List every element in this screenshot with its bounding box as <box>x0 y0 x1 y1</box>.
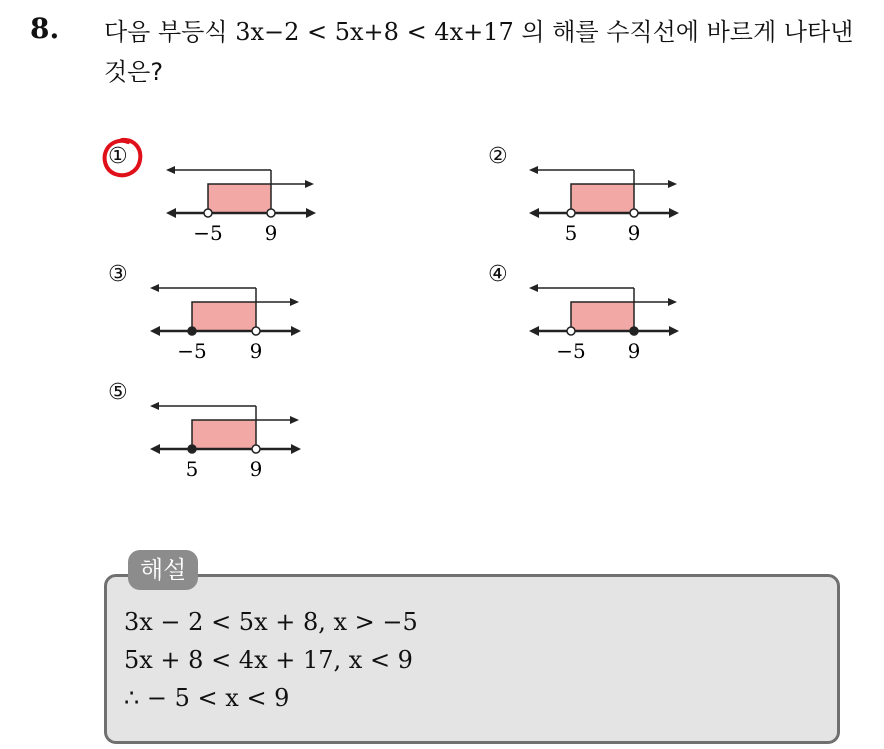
choice-1-left-endpoint <box>204 209 212 217</box>
choice-1-axis-right-arrowhead <box>306 208 316 218</box>
choice-1[interactable] <box>108 144 368 254</box>
choice-4-numberline <box>488 262 748 372</box>
choice-5-axis-left-arrowhead <box>150 444 160 454</box>
choice-5[interactable] <box>108 380 368 490</box>
choice-2-solution-fill <box>571 184 634 213</box>
choice-1-tick-right: 9 <box>264 221 278 245</box>
choice-5-axis-right-arrowhead <box>291 444 301 454</box>
choice-2-right-arrowhead <box>668 180 677 188</box>
choice-3-right-arrowhead <box>290 298 299 306</box>
choice-5-right-arrowhead <box>290 416 299 424</box>
choice-5-tick-right: 9 <box>249 457 263 481</box>
choice-2-axis-left-arrowhead <box>529 208 539 218</box>
choice-4-right-endpoint <box>630 327 638 335</box>
choice-1-label: ① <box>108 144 128 169</box>
choice-5-numberline <box>108 380 368 490</box>
choice-3-tick-left: −5 <box>177 339 207 363</box>
explanation-tag: 해설 <box>128 550 198 590</box>
choice-3-upper-arrowhead <box>150 284 159 292</box>
choice-2[interactable] <box>488 144 748 254</box>
choice-4[interactable] <box>488 262 748 372</box>
choice-1-numberline <box>108 144 368 254</box>
choice-3-label: ③ <box>108 262 128 287</box>
question-inequality: 3x−2 < 5x+8 < 4x+17 <box>235 18 514 46</box>
choice-5-solution-fill <box>192 420 256 449</box>
choice-2-tick-right: 9 <box>627 221 641 245</box>
choice-3-axis-left-arrowhead <box>150 326 160 336</box>
question-text <box>104 12 874 92</box>
choice-3-solution-fill <box>192 302 256 331</box>
choice-1-right-arrowhead <box>305 180 314 188</box>
question-number: 8. <box>30 12 60 45</box>
choice-4-axis-right-arrowhead <box>669 326 679 336</box>
choice-4-tick-left: −5 <box>556 339 586 363</box>
choice-4-label: ④ <box>488 262 508 287</box>
choice-2-tick-left: 5 <box>564 221 578 245</box>
choice-4-right-arrowhead <box>668 298 677 306</box>
question-suffix: 의 해를 수직선에 바르게 나타낸 <box>521 18 854 46</box>
choice-4-left-endpoint <box>567 327 575 335</box>
explanation-line-2: 5x + 8 < 4x + 17, x < 9 <box>124 646 413 674</box>
choice-3-axis-right-arrowhead <box>291 326 301 336</box>
choice-2-left-endpoint <box>567 209 575 217</box>
choice-2-upper-arrowhead <box>529 166 538 174</box>
choice-3-left-endpoint <box>188 327 196 335</box>
question-line2: 것은? <box>104 58 164 86</box>
choice-3-numberline <box>108 262 368 372</box>
choice-1-tick-left: −5 <box>193 221 223 245</box>
choice-2-axis-right-arrowhead <box>669 208 679 218</box>
choice-1-right-endpoint <box>267 209 275 217</box>
explanation-line-1: 3x − 2 < 5x + 8, x > −5 <box>124 608 418 636</box>
choice-5-label: ⑤ <box>108 380 128 405</box>
choice-4-solution-fill <box>571 302 634 331</box>
choice-5-upper-arrowhead <box>150 402 159 410</box>
choice-4-axis-left-arrowhead <box>529 326 539 336</box>
choice-5-left-endpoint <box>188 445 196 453</box>
choice-2-right-endpoint <box>630 209 638 217</box>
choice-4-upper-arrowhead <box>529 284 538 292</box>
choice-1-axis-left-arrowhead <box>166 208 176 218</box>
choice-5-right-endpoint <box>252 445 260 453</box>
question-prefix: 다음 부등식 <box>104 18 228 46</box>
choice-2-numberline <box>488 144 748 254</box>
choice-1-upper-arrowhead <box>166 166 175 174</box>
choice-3-right-endpoint <box>252 327 260 335</box>
choice-5-tick-left: 5 <box>185 457 199 481</box>
choice-4-tick-right: 9 <box>627 339 641 363</box>
choice-3[interactable] <box>108 262 368 372</box>
explanation-line-3: ∴ − 5 < x < 9 <box>124 684 290 712</box>
choice-2-label: ② <box>488 144 508 169</box>
answer-mark-circle <box>98 134 146 182</box>
choice-1-solution-fill <box>208 184 271 213</box>
choice-3-tick-right: 9 <box>249 339 263 363</box>
